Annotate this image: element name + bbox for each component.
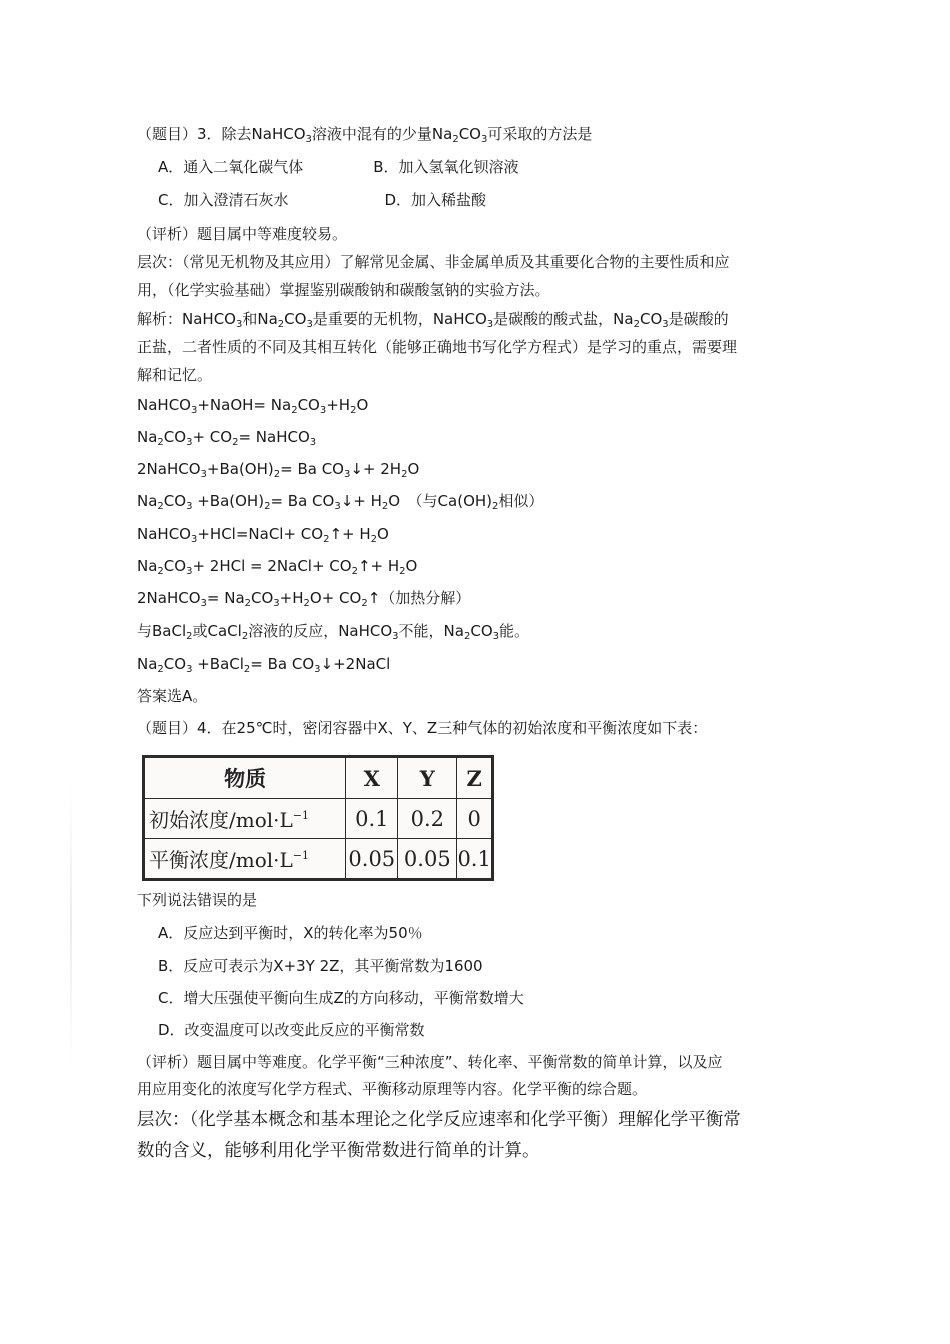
equation-1: NaHCO$_3$+NaOH= $Na_2CO_3+H_2O$ <box>137 396 369 416</box>
q3-option-a: A．通入二氧化碳气体 <box>158 158 304 176</box>
table-cell: 0.05 <box>346 839 398 879</box>
table-row <box>145 799 492 839</box>
concentration-table <box>142 755 494 881</box>
table-header-cell: X <box>346 758 398 799</box>
q3-answer: 答案选A。 <box>137 687 208 705</box>
scan-edge-shadow <box>70 785 72 1065</box>
q4-option-c: C．增大压强使平衡向生成Z的方向移动，平衡常数增大 <box>158 989 524 1007</box>
q3-options-cd <box>158 190 486 210</box>
q4-level-line1: 层次：（化学基本概念和基本理论之化学反应速率和化学平衡）理解化学平衡常 <box>137 1110 741 1130</box>
q3-analysis-line1: 解析：NaHCO$_3$和$Na_2CO_3$是重要的无机物，NaHCO$_3$是碳酸的酸式盐，$Na_2CO_3$是碳酸的 <box>137 310 729 330</box>
equation-5: NaHCO$_3$+HCl=NaCl+ $CO_2↑+ H_2O$ <box>137 525 389 545</box>
q4-level-line2: 数的含义，能够利用化学平衡常数进行简单的计算。 <box>137 1141 540 1161</box>
q3-analysis-line3: 解和记忆。 <box>137 366 213 384</box>
table-cell: 0.05 <box>398 839 457 879</box>
q4-prompt: 下列说法错误的是 <box>137 891 258 909</box>
q4-stem: （题目）4．在25℃时，密闭容器中X、Y、Z三种气体的初始浓度和平衡浓度如下表： <box>137 719 708 737</box>
q3-options-ab <box>158 157 519 177</box>
equation-6: $Na_2CO_3+ 2HCl$ = 2NaCl+ $CO_2↑+ H_2O$ <box>137 557 418 577</box>
table-header-row <box>145 758 492 799</box>
q4-review-line2: 用应用变化的浓度写化学方程式、平衡移动原理等内容。化学平衡的综合题。 <box>137 1080 648 1098</box>
table-header-cell: 物质 <box>145 758 346 799</box>
table-header-cell: Z <box>457 758 492 799</box>
equation-7: 2NaHCO$_3$= $Na_2CO_3+H_2O+$ $CO_2↑$（加热分解） <box>137 589 471 609</box>
q4-option-b: B．反应可表示为X+3Y 2Z，其平衡常数为1600 <box>158 957 483 975</box>
equation-3: $2NaHCO_3+Ba(OH)_2= Ba$ $CO_3↓+ 2H_2O$ <box>137 460 420 480</box>
q4-option-d: D．改变温度可以改变此反应的平衡常数 <box>158 1021 425 1039</box>
table-row-label: 平衡浓度$/mol\cdot L^{-1}$ <box>145 839 346 879</box>
q3-stem: （题目）3．除去NaHCO$_3$溶液中混有的少量$Na_2CO_3$可采取的方法是 <box>137 125 593 145</box>
q3-level-line2: 用，（化学实验基础）掌握鉴别碳酸钠和碳酸氢钠的实验方法。 <box>137 281 550 299</box>
q3-analysis-line2: 正盐，二者性质的不同及其相互转化（能够正确地书写化学方程式）是学习的重点，需要理 <box>137 338 738 356</box>
q4-option-a: A．反应达到平衡时，X的转化率为50％ <box>158 924 423 942</box>
q3-review: （评析）题目属中等难度较易。 <box>137 225 348 243</box>
q3-option-b: B．加入氢氧化钡溶液 <box>373 158 519 176</box>
table-cell: 0.1 <box>457 839 492 879</box>
table-header-cell: Y <box>398 758 457 799</box>
table-cell: 0 <box>457 799 492 839</box>
q3-bacl2-note: 与BaCl$_2$或CaCl$_2$溶液的反应，NaHCO$_3$不能，$Na_2CO_3$能。 <box>137 622 530 642</box>
equation-8: $Na_2CO_3$ +BaCl$_2$= Ba $CO_3↓+2NaCl$ <box>137 655 391 675</box>
equation-2: $Na_2CO_3+ CO_2=$ NaHCO$_3$ <box>137 428 317 448</box>
table-cell: 0.2 <box>398 799 457 839</box>
table-row-label: 初始浓度$/mol\cdot L^{-1}$ <box>145 799 346 839</box>
equation-4: $Na_2CO_3 +Ba(OH)_2= Ba$ $CO_3↓+ H_2O$ （与$Ca(OH)_2$相似） <box>137 492 544 512</box>
q3-option-d: D．加入稀盐酸 <box>384 191 487 209</box>
q3-option-c: C．加入澄清石灰水 <box>158 191 289 209</box>
q4-review-line1: （评析）题目属中等难度。化学平衡“三种浓度”、转化率、平衡常数的简单计算，以及应 <box>137 1053 723 1071</box>
table-row <box>145 839 492 879</box>
table-cell: 0.1 <box>346 799 398 839</box>
q3-level-line1: 层次：（常见无机物及其应用）了解常见金属、非金属单质及其重要化合物的主要性质和应 <box>137 253 730 271</box>
